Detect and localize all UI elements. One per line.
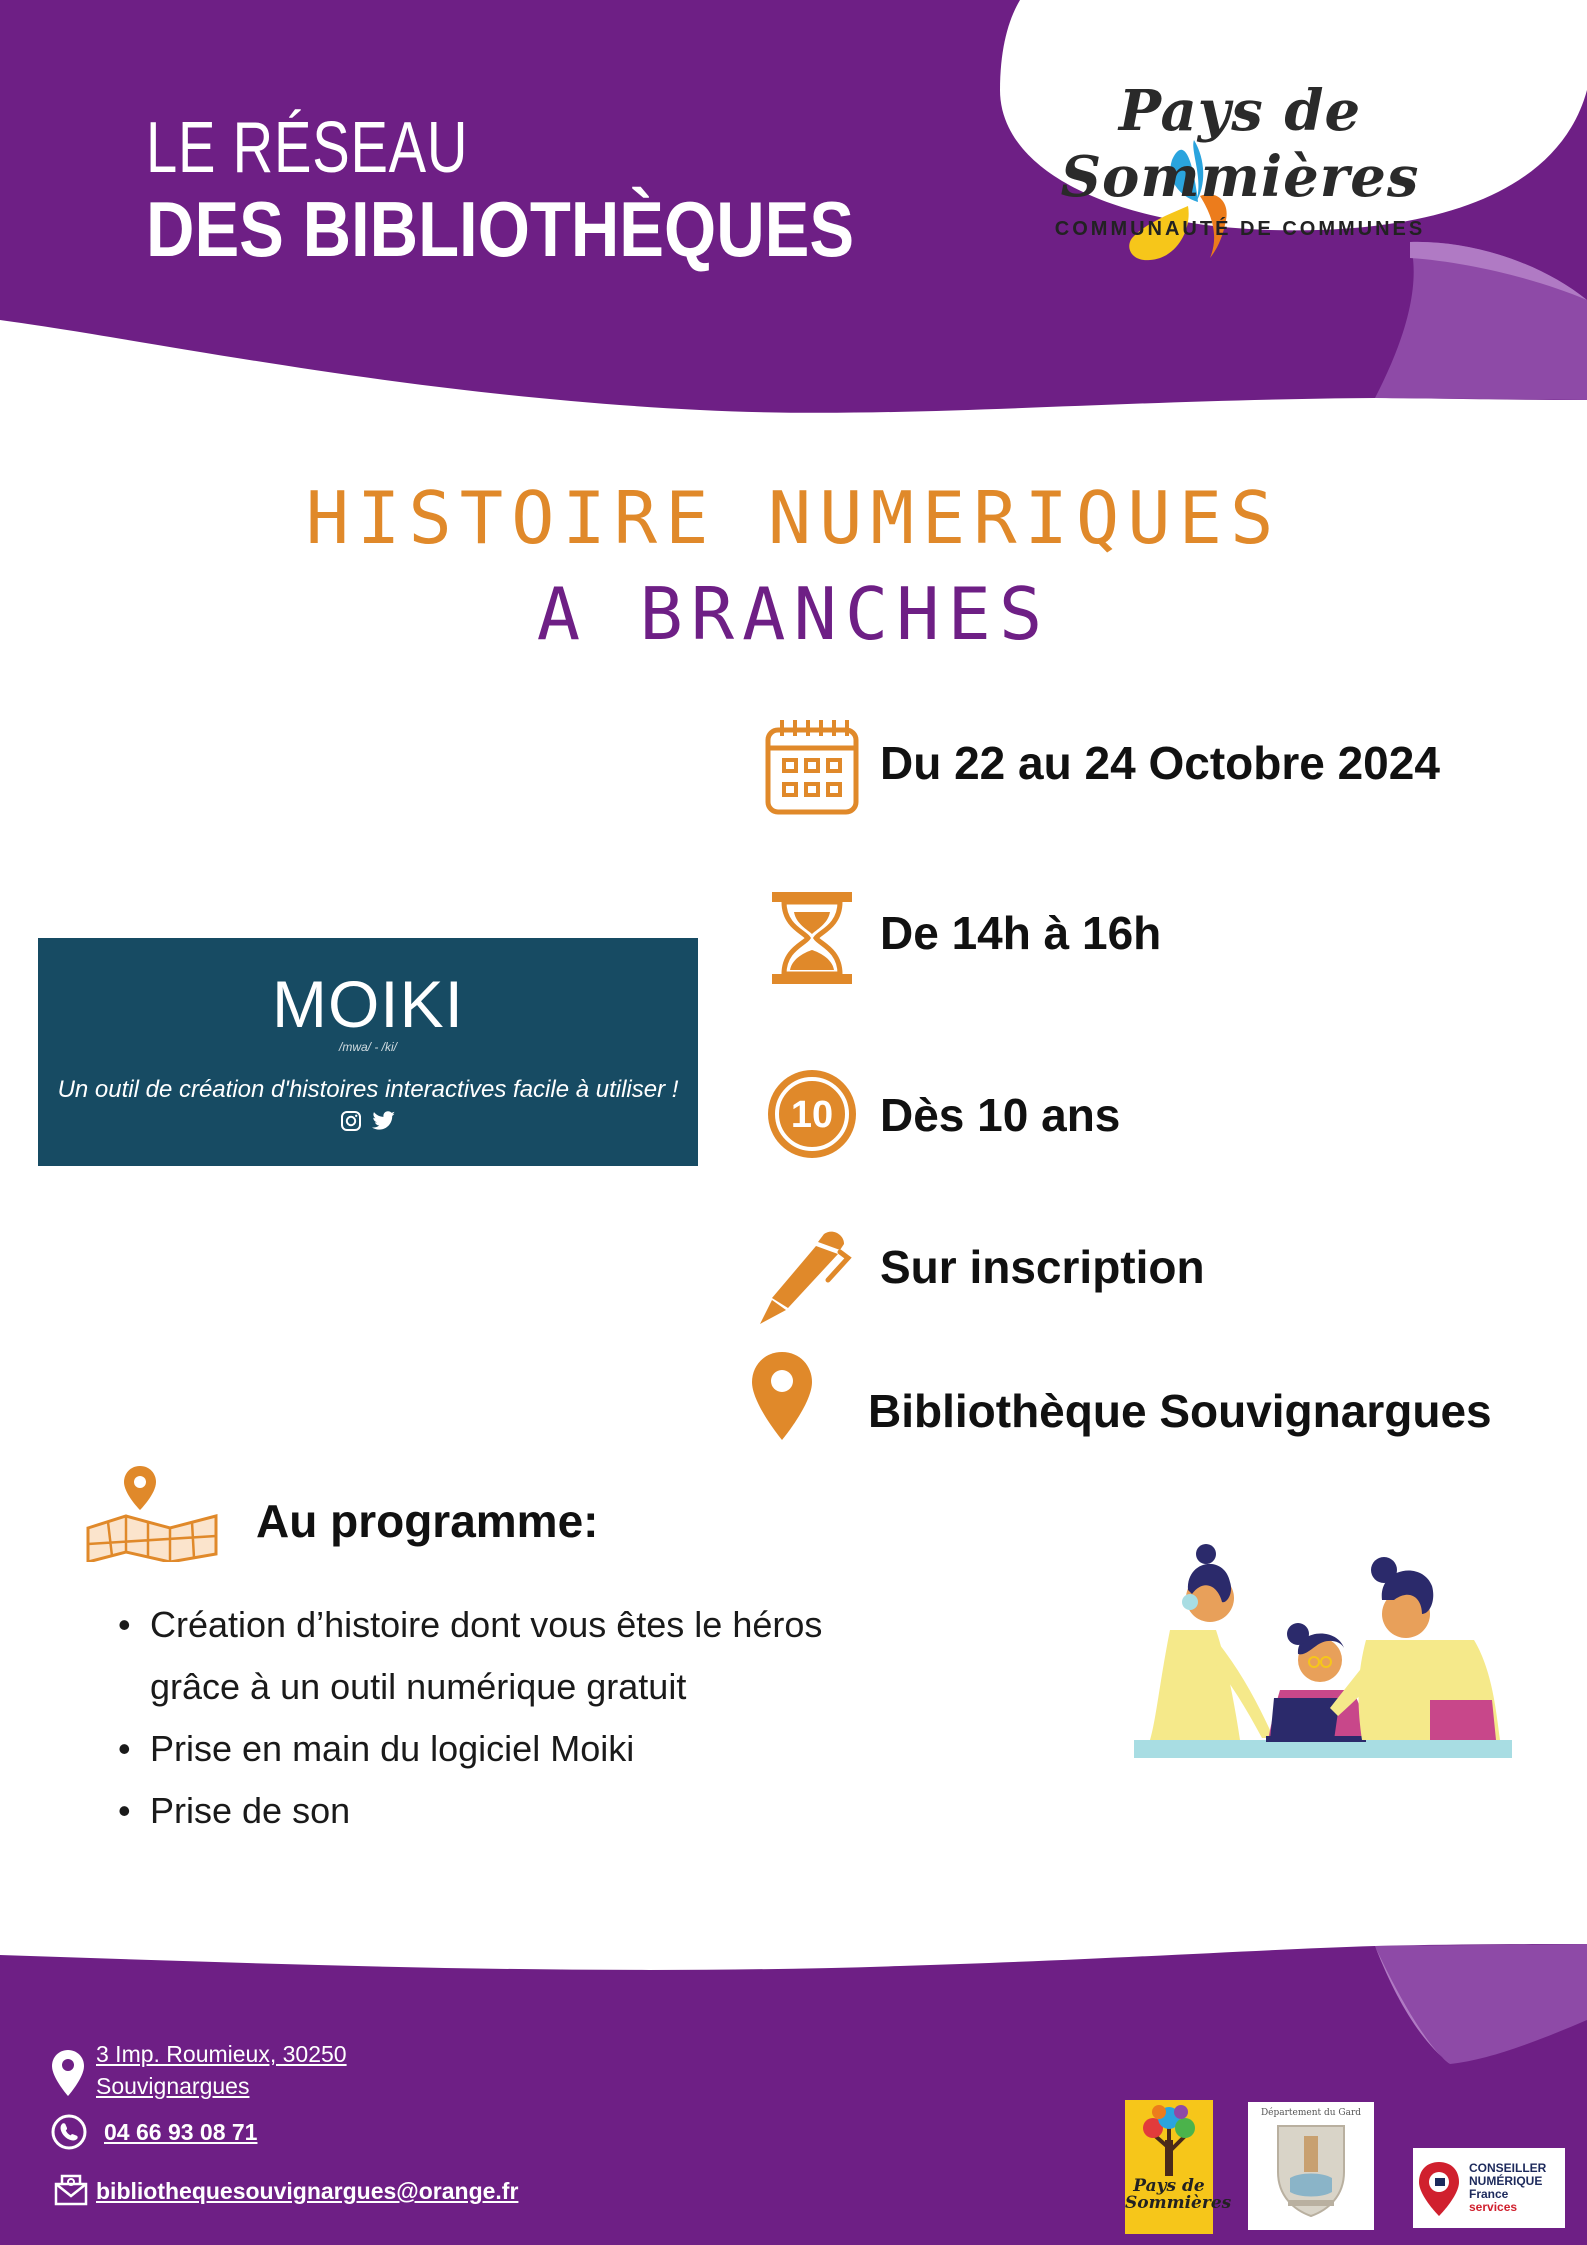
event-title-line2: A BRANCHES [536,572,1051,656]
cn-line2: NUMÉRIQUE [1469,2174,1543,2188]
tree-icon [1125,2100,1213,2180]
age-10-icon [762,1064,862,1164]
network-title [146,108,969,273]
moiki-banner [38,938,698,1166]
email-icon [54,2172,88,2206]
address-line1[interactable]: 3 Imp. Roumieux, 30250 [96,2041,347,2067]
hourglass-icon [762,888,862,988]
dept-title: Département du Gard [1260,2108,1362,2118]
programme-item-1-line1: Création d’histoire dont vous êtes le héros [150,1604,823,1645]
department-gard-emblem [1248,2102,1374,2230]
event-title [0,470,1587,662]
map-icon [82,1462,222,1562]
list-item [112,1594,992,1718]
registration-text: Sur inscription [880,1241,1205,1293]
programme-list [112,1594,992,1842]
twitter-icon [372,1110,396,1132]
network-title-line2: DES BIBLIOTHÈQUES [146,185,855,273]
moiki-social-icons [38,1110,698,1132]
location-text: Bibliothèque Souvignargues [868,1385,1492,1437]
cn-line4: services [1469,2200,1518,2214]
location-pin-icon [748,1350,848,1450]
programme-item-3: Prise de son [150,1790,351,1831]
pays-de-sommieres-small-logo [1125,2100,1232,2234]
network-title-line1: LE RÉSEAU [146,108,469,188]
instagram-icon [340,1110,362,1132]
programme-item-2: Prise en main du logiciel Moiki [150,1728,635,1769]
list-item [112,1718,992,1780]
age-text: Dès 10 ans [880,1089,1121,1141]
programme-title: Au programme: [256,1495,599,1547]
conseiller-numerique-icon [1413,2148,1463,2228]
programme-item-1-line2: grâce à un outil numérique gratuit [150,1666,687,1707]
pays-name-line1: Pays de [1133,2176,1205,2196]
moiki-logo-text: MOIKI [271,967,464,1041]
people-laptop-illustration [1130,1530,1515,1765]
cn-line1: CONSEILLER [1469,2161,1547,2175]
cn-line3: France [1469,2187,1509,2201]
moiki-phonetic: /mwa/ - /ki/ [338,1040,397,1054]
hours-text: De 14h à 16h [880,907,1162,959]
phone-number[interactable]: 04 66 93 08 71 [104,2119,258,2145]
brand-subtitle: COMMUNAUTÉ DE COMMUNES [1054,218,1426,240]
pays-name-line2: Sommières [1125,2193,1232,2213]
conseiller-numerique-logo [1413,2148,1565,2228]
pen-icon [754,1228,854,1328]
brand-name: Pays de Sommières [1060,78,1420,210]
moiki-tagline: Un outil de création d'histoires interactives facile à utiliser ! [57,1076,679,1103]
event-title-line1: HISTOIRE NUMERIQUES [305,476,1282,560]
list-item [112,1780,992,1842]
dates-text: Du 22 au 24 Octobre 2024 [880,737,1440,789]
crest-icon [1248,2102,1374,2230]
calendar-icon [762,718,862,818]
pays-de-sommieres-logo [1020,78,1460,241]
location-pin-icon [50,2048,86,2098]
email-address[interactable]: bibliothequesouvignargues@orange.fr [96,2178,519,2204]
age-badge-number: 10 [790,1094,834,1136]
address-line2[interactable]: Souvignargues [96,2073,250,2099]
phone-icon [50,2113,88,2151]
